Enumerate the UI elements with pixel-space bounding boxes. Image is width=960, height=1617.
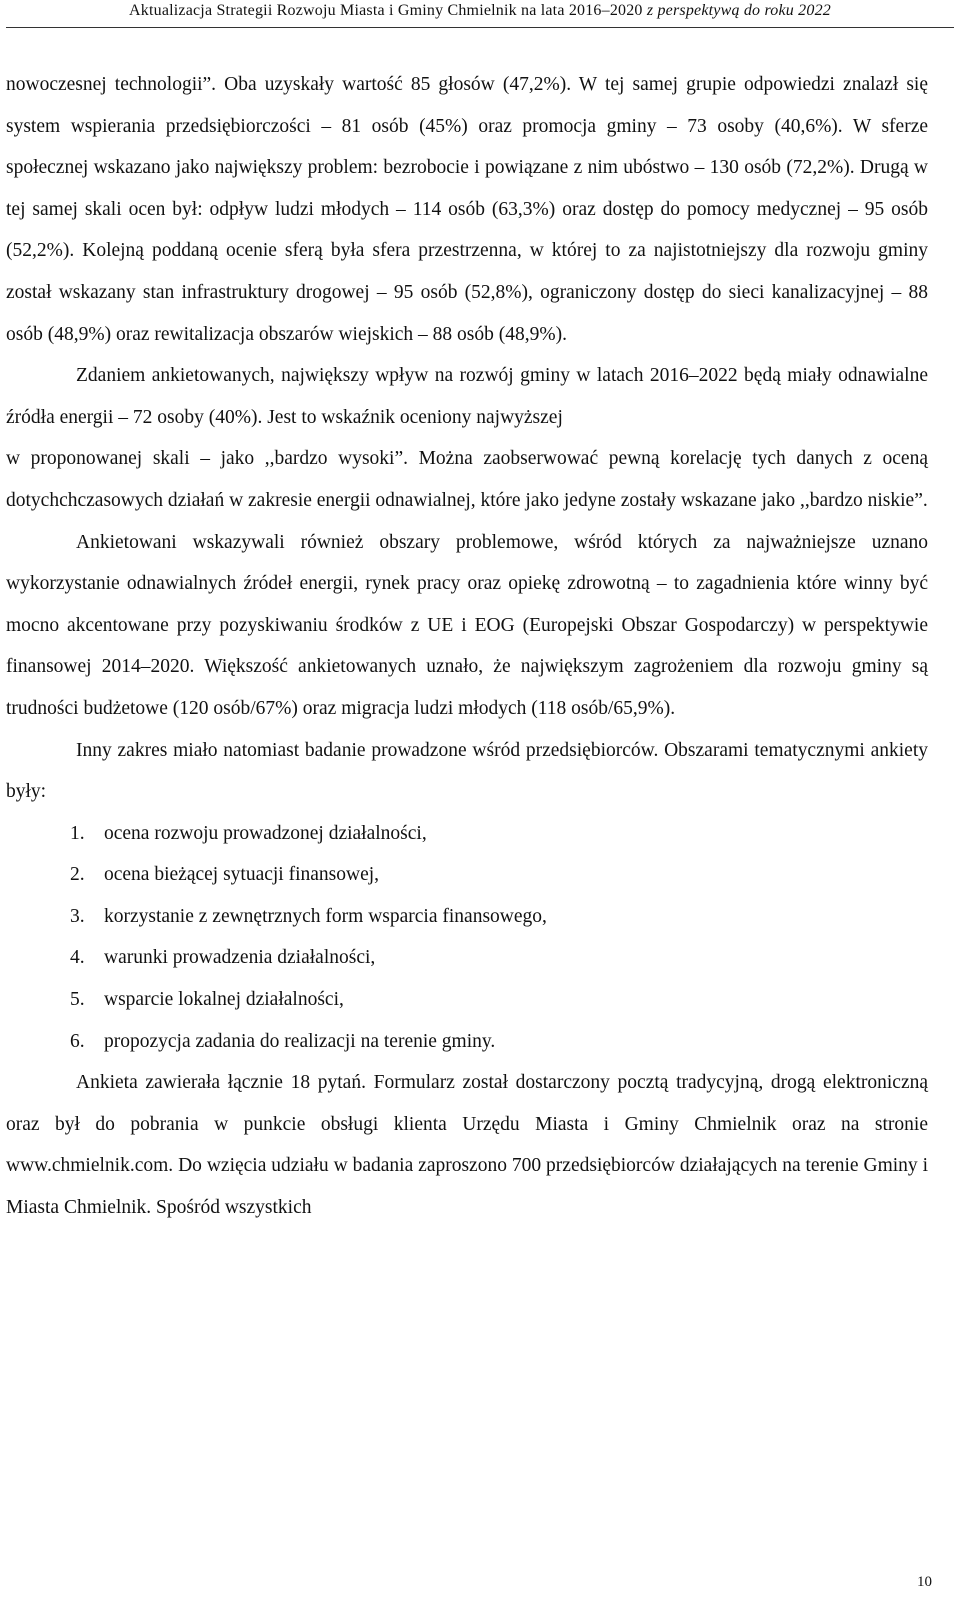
paragraph: nowoczesnej technologii”. Oba uzyskały wartość 85 głosów (47,2%). W tej samej grupie odpowiedzi znalazł się system wspierania przedsiębiorczości – 81 osób (45%) oraz promocja gminy – 73 osoby (40,6%). W sferze społecznej wskazano jako największy problem: bezrobocie i powiązane z nim ubóstwo – 130 osób (72,2%). Drugą w tej samej skali ocen był: odpływ ludzi młodych – 114 osób (63,3%) oraz dostęp do pomocy medycznej – 95 osób (52,2%). Kolejną poddaną ocenie sferą była sfera przestrzenna, w której to za najistotniejszy dla rozwoju gminy został wskazany stan infrastruktury drogowej – 95 osób (52,8%), ograniczony dostęp do sieci kanalizacyjnej – 88 osób (48,9%) oraz rewitalizacja obszarów wiejskich – 88 osób (48,9%). [6, 74, 928, 345]
list-item [6, 896, 928, 938]
paragraph: Zdaniem ankietowanych, największy wpływ na rozwój gminy w latach 2016–2022 będą miały odnawialne źródła energii – 72 osoby (40%). Jest to wskaźnik oceniony najwyższej [6, 365, 928, 428]
list-item-text: ocena rozwoju prowadzonej działalności, [104, 822, 427, 844]
header-divider [6, 27, 954, 28]
list-item [6, 1021, 928, 1063]
paragraph: w proponowanej skali – jako ,,bardzo wysoki”. Można zaobserwować pewną korelację tych danych z oceną dotychchczasowych działań w zakresie energii odnawialnej, które jako jedyne zostały wskazane jako ,,bardzo niskie”. [6, 448, 928, 511]
list-item-text: wsparcie lokalnej działalności, [104, 989, 344, 1011]
list-item-number: 3. [70, 905, 85, 927]
thematic-areas-list [6, 813, 928, 1063]
list-item-text: korzystanie z zewnętrznych form wsparcia finansowego, [104, 905, 547, 927]
list-item-text: warunki prowadzenia działalności, [104, 947, 376, 969]
header-title: Aktualizacja Strategii Rozwoju Miasta i Gminy Chmielnik na lata 2016–2020 [129, 2, 647, 19]
list-item-number: 2. [70, 864, 85, 886]
paragraph: Inny zakres miało natomiast badanie prowadzone wśród przedsiębiorców. Obszarami tematycznymi ankiety były: [6, 739, 928, 803]
list-item-number: 6. [70, 1030, 85, 1052]
list-item-text: propozycja zadania do realizacji na terenie gminy. [104, 1030, 496, 1052]
running-header [0, 2, 960, 20]
page-number: 10 [917, 1574, 932, 1590]
list-item [6, 813, 928, 855]
list-item [6, 854, 928, 896]
header-title-italic: z perspektywą do roku 2022 [646, 2, 831, 19]
list-item-number: 5. [70, 989, 85, 1011]
list-item-text: ocena bieżącej sytuacji finansowej, [104, 864, 380, 886]
paragraph: Ankieta zawierała łącznie 18 pytań. Formularz został dostarczony pocztą tradycyjną, drogą elektroniczną oraz był do pobrania w punkcie obsługi klienta Urzędu Miasta i Gminy Chmielnik oraz na stronie www.chmielnik.com. Do wzięcia udziału w badania zaproszono 700 przedsiębiorców działających na terenie Gminy i Miasta Chmielnik. Spośród wszystkich [6, 1072, 928, 1219]
body-text [6, 64, 928, 1229]
paragraph: Ankietowani wskazywali również obszary problemowe, wśród których za najważniejsze uznano wykorzystanie odnawialnych źródeł energii, rynek pracy oraz opiekę zdrowotną – to zagadnienia które winny być mocno akcentowane przy pozyskiwaniu środków z UE i EOG (Europejski Obszar Gospodarczy) w perspektywie finansowej 2014–2020. Większość ankietowanych uznało, że największym zagrożeniem dla rozwoju gminy są trudności budżetowe (120 osób/67%) oraz migracja ludzi młodych (118 osób/65,9%). [6, 531, 928, 719]
list-item-number: 4. [70, 947, 85, 969]
list-item-number: 1. [70, 822, 85, 844]
list-item [6, 979, 928, 1021]
list-item [6, 937, 928, 979]
